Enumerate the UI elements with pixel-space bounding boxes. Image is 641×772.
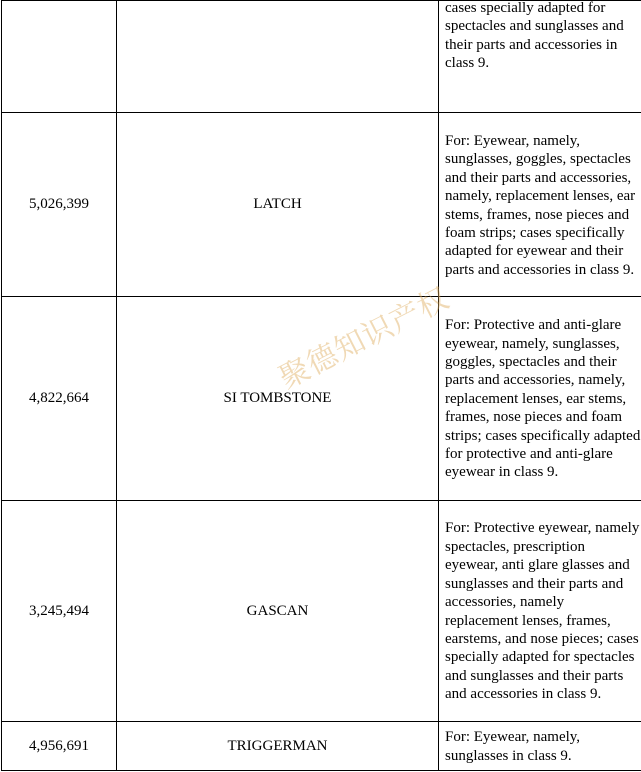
goods-cell [439,722,641,771]
mark-cell [117,1,439,113]
mark-cell: SI TOMBSTONE [117,297,439,501]
registration-number-cell: 4,956,691 [2,722,117,771]
goods-text: For: Protective and anti-glare eyewear, namely, sunglasses, goggles, spectacles and their parts and accessories, namely, replacement lenses, ear stems, frames, nose pieces and foam strips; cases specifically adapted for protective and anti-glare eyewear in class 9. [445,317,641,481]
mark-cell: LATCH [117,113,439,297]
trademark-table [1,0,641,771]
goods-text: For: Eyewear, namely, sunglasses in class 9. [445,729,581,764]
goods-text: For: Eyewear, namely, sunglasses, goggles, spectacles and their parts and accessories, namely, replacement lenses, ear stems, frames, nose pieces and foam strips; cases specifically adapted for eyewear and their parts and accessories in class 9. [445,132,636,278]
table-row [2,722,641,771]
table-row [2,1,641,113]
table-row [2,113,641,297]
watermark: 聚德知识产权 [273,280,456,397]
goods-text: cases specially adapted for spectacles and sunglasses and their parts and accessories in class 9. [445,0,624,72]
registration-number-cell: 4,822,664 [2,297,117,501]
registration-number-cell [2,1,117,113]
mark-cell: GASCAN [117,501,439,722]
goods-text: For: Protective eyewear, namely spectacles, prescription eyewear, anti glare glasses and sunglasses and their parts and accessories, namely replacement lenses, frames, earstems, and nose pieces; cases specially adapted for spectacles and sunglasses and their parts and accessories in class 9. [445,520,640,703]
registration-number-cell: 5,026,399 [2,113,117,297]
mark-cell: TRIGGERMAN [117,722,439,771]
table-row [2,501,641,722]
table-row [2,297,641,501]
goods-cell [439,297,641,501]
registration-number-cell: 3,245,494 [2,501,117,722]
goods-cell [439,1,641,113]
goods-cell [439,501,641,722]
goods-cell [439,113,641,297]
